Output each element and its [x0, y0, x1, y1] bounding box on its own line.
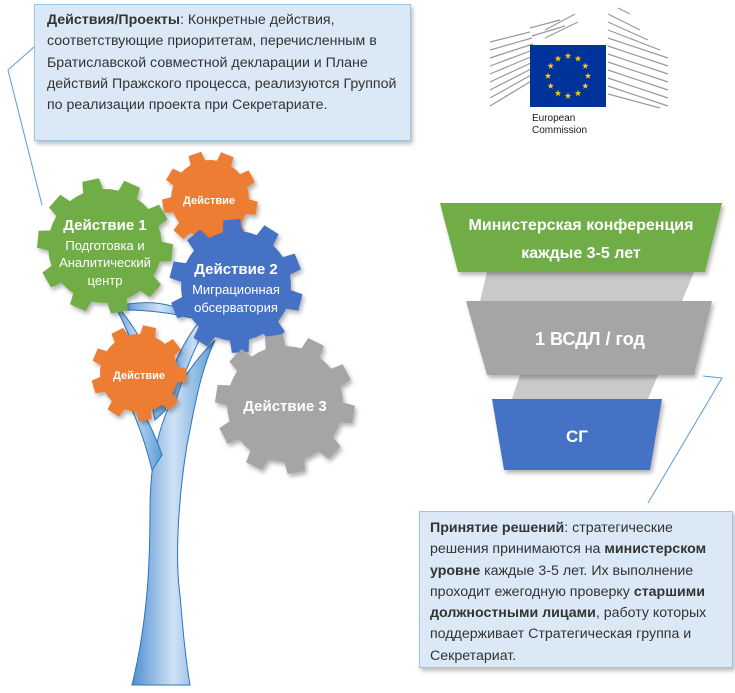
funnel-connector-2: [512, 375, 658, 399]
callout-bottom-lead: Принятие решений: [430, 520, 565, 536]
callout-top-text: : Конкретные действия, соответствующие приоритетам, перечисленным в Братиславской совместной декларации и Плане действий Пражского процесса, реализуются Группой по реализации проекта при Секретариате.: [47, 12, 397, 114]
callout-decision-making: [419, 511, 733, 668]
funnel-level-1-line2: каждые 3-5 лет: [521, 245, 641, 262]
gear-action2-title: Действие 2: [194, 261, 278, 278]
gear-action2-text: [192, 261, 280, 315]
gear-action2-line3: обсерватория: [194, 300, 278, 315]
funnel-connector-1: [480, 272, 694, 301]
callout-bottom-connector: [648, 376, 722, 503]
european-commission-logo: [490, 8, 668, 136]
funnel-level-1-line1: Министерская конференция: [468, 217, 694, 234]
funnel-level-2-label: 1 ВСДЛ / год: [535, 329, 645, 349]
governance-funnel: [440, 203, 722, 470]
callout-bottom-text-2: каждые 3-5 лет. Их выполнение проходит ежегодную проверку: [430, 562, 694, 600]
gear-small-top-label: Действие: [183, 195, 235, 207]
callout-bottom-text-3: , работу которых поддерживает Стратегическая группа и Секретариат.: [430, 605, 707, 664]
gear-small-bottom-label: Действие: [113, 370, 165, 382]
logo-line1: European: [532, 113, 576, 124]
gear-action2-line2: Миграционная: [192, 282, 280, 297]
gear-action3-title: Действие 3: [243, 398, 327, 415]
gear-action1-line3: Аналитический: [59, 255, 151, 270]
callout-bottom-text-1: : стратегические решения принимаются на: [430, 520, 673, 558]
callout-bottom-bold-2: старшими должностными лицами: [430, 583, 705, 622]
gear-action1-line2: Подготовка и: [65, 238, 145, 253]
gear-action1-title: Действие 1: [63, 217, 147, 234]
callout-bottom-bold-1: министерском уровне: [430, 541, 707, 579]
gear-action1-line4: центр: [87, 273, 123, 288]
funnel-level-3-label: СГ: [566, 427, 588, 446]
callout-actions-projects: [34, 4, 411, 141]
logo-line2: Commission: [532, 125, 588, 136]
callout-top-lead: Действия/Проекты: [47, 12, 180, 28]
